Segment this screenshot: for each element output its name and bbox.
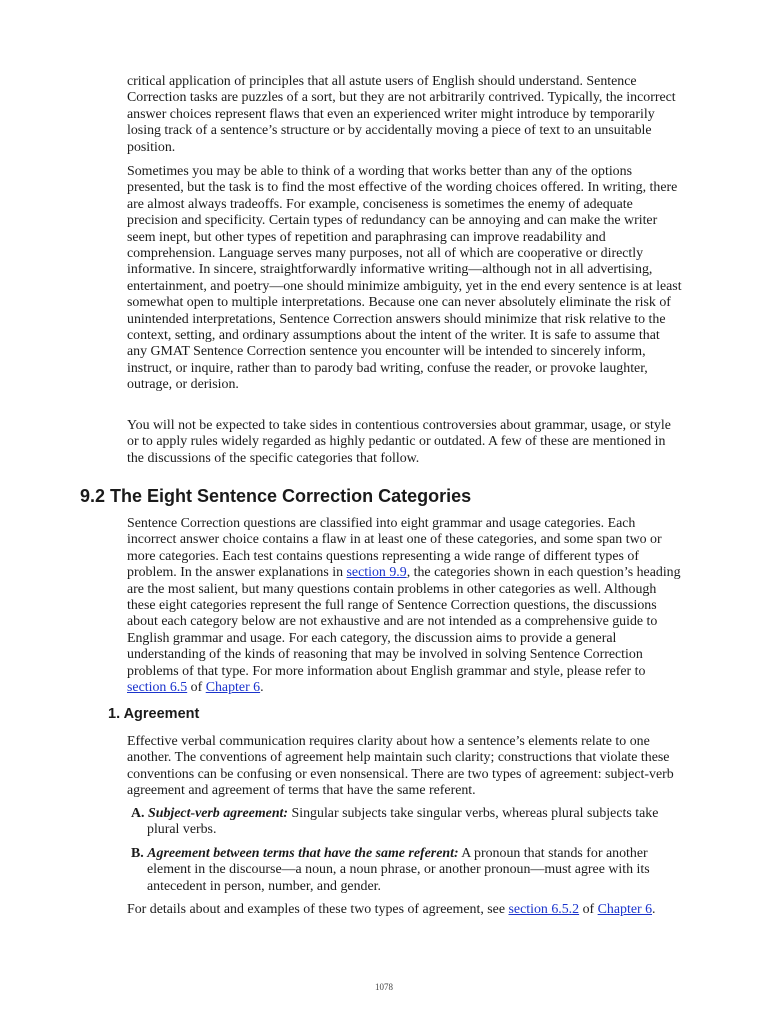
intro-paragraph-1: critical application of principles that all astute users of English should understand. Sentence Correction tasks are puzzles of a sort, but they are not arbitrarily contrived. Typically, the incorrect answer choices represent flaws that even an experienced writer might introduce by temporarily losing track of a sentence’s structure or by accidentally moving a piece of text to an unsuitable position. <box>127 74 676 155</box>
list-text: Singular subjects take singular verbs, whereas plural subjects take plural verbs. <box>147 806 659 838</box>
agreement-paragraph: Effective verbal communication requires clarity about how a sentence’s elements relate to one another. The conventions of agreement help maintain such clarity; constructions that violate these conventions can be confusing or even nonsensical. There are two types of agreement: subject-verb agreement and agreement of terms that have the same referent. <box>127 734 674 799</box>
section-heading: 9.2 The Eight Sentence Correction Categories <box>80 486 472 506</box>
chapter-6-link[interactable]: Chapter 6 <box>597 902 653 917</box>
list-item <box>131 846 693 895</box>
details-text-c: . <box>652 902 656 917</box>
section-paragraph <box>127 516 683 696</box>
agreement-heading: 1. Agreement <box>108 706 200 722</box>
chapter-6-link[interactable]: Chapter 6 <box>205 680 261 696</box>
details-text-b: of <box>579 902 598 917</box>
page-number: 1078 <box>375 982 393 992</box>
list-label: A. <box>131 806 145 821</box>
agreement-details-paragraph <box>127 902 683 918</box>
intro-paragraph-2: Sometimes you may be able to think of a wording that works better than any of the options presented, but the task is to find the most effective of the wording choices offered. In writing, there are almost always tradeoffs. For example, conciseness is sometimes the enemy of adequate precision and specificity. Certain types of redundancy can be annoying and can make the writer seem inept, but other types of repetition and paraphrasing can improve readability and comprehension. Language serves many purposes, not all of which are cooperative or directly informative. In sincere, straightforwardly informative writing—although not in all advertising, entertainment, and poetry—one should minimize ambiguity, yet in the end every sentence is at least somewhat open to multiple interpretations. Because one can never absolutely eliminate the risk of unintended interpretations, Sentence Correction answers should minimize that risk relative to the context, setting, and ordinary assumptions about the intent of the writer. It is safe to assume that any GMAT Sentence Correction sentence you encounter will be intended to sincerely inform, instruct, or inquire, rather than to parody bad writing, confuse the reader, or provoke laughter, outrage, or derision. <box>127 164 682 393</box>
section-text-a: Sentence Correction questions are classified into eight grammar and usage categories. Each incorrect answer choice contains a flaw in at least one of these categories, and some span two or more categories. Each test contains questions representing a wide range of different types of problem. In the answer explanations in <box>127 516 662 581</box>
section-text-c: of <box>187 680 206 696</box>
list-text: A pronoun that stands for another element in the discourse—a noun, a noun phrase, or another pronoun—must agree with its antecedent in person, number, and gender. <box>147 846 650 894</box>
list-label: B. <box>131 846 144 861</box>
list-term: Subject-verb agreement: <box>148 806 289 821</box>
intro-paragraph-3: You will not be expected to take sides in contentious controversies about grammar, usage, or style or to apply rules widely regarded as highly pedantic or outdated. A few of these are mentioned in the discussions of the specific categories that follow. <box>127 418 671 466</box>
details-text-a: For details about and examples of these two types of agreement, see <box>127 902 509 917</box>
list-term: Agreement between terms that have the same referent: <box>147 846 459 861</box>
section-9-9-link[interactable]: section 9.9 <box>346 565 407 581</box>
section-6-5-2-link[interactable]: section 6.5.2 <box>508 902 580 917</box>
section-text-b: , the categories shown in each question’s heading are the most salient, but many questions contain problems in other categories as well. Although these eight categories represent the full range of Sentence Correction questions, the discussions about each category below are not exhaustive and are not intended as a comprehensive guide to English grammar and usage. For each category, the discussion aims to provide a general understanding of the kinds of reasoning that may be involved in solving Sentence Correction problems of that type. For more information about English grammar and style, please refer to <box>127 565 681 679</box>
section-text-d: . <box>260 680 264 696</box>
section-6-5-link[interactable]: section 6.5 <box>127 680 188 696</box>
list-item <box>131 806 693 839</box>
